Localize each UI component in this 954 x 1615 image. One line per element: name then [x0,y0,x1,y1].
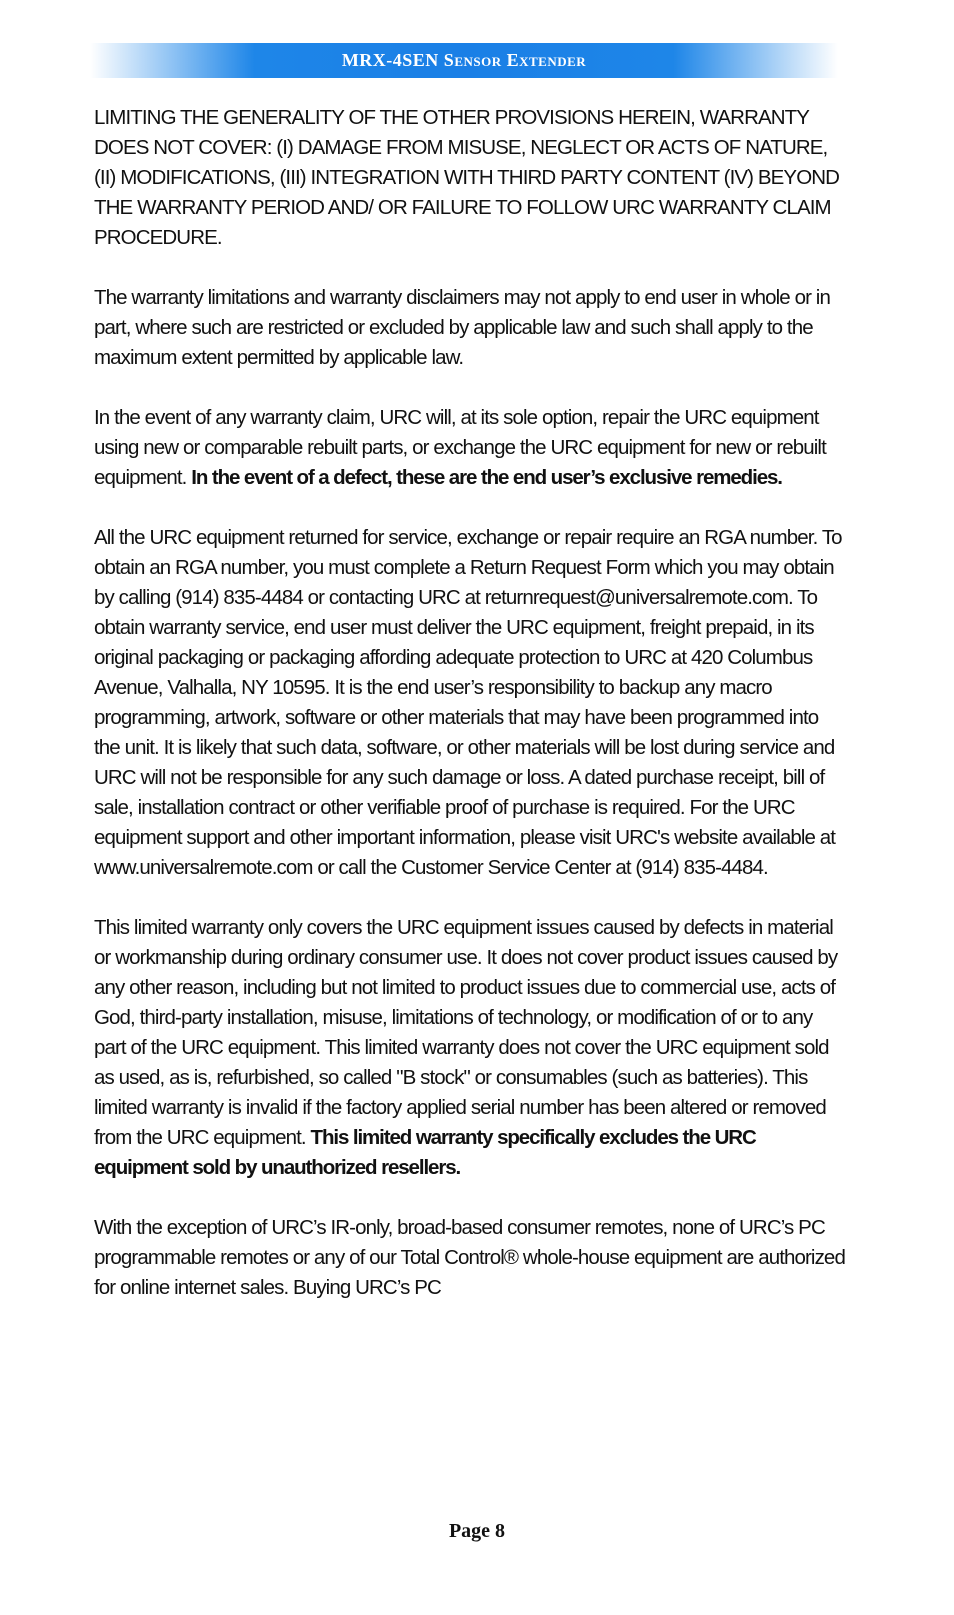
paragraph-warranty-claim [94,403,846,493]
paragraph-rga-return [94,523,846,883]
document-body [94,103,846,1333]
page-number: Page 8 [448,1520,506,1542]
header-title: MRX-4SEN Sensor Extender [341,50,587,70]
paragraph-bold-text: In the event of a defect, these are the end user’s exclusive remedies. [191,466,782,489]
page-header-banner [90,43,838,78]
paragraph-limitations [94,283,846,373]
paragraph-coverage [94,913,846,1183]
paragraph-warranty-exclusions [94,103,846,253]
paragraph-text: The warranty limitations and warranty disclaimers may not apply to end user in whole or in part, where such are restricted or excluded by applicable law and such shall apply to the maximum extent permitted by applicable law. [94,286,830,369]
page-footer [0,1520,954,1543]
paragraph-text: All the URC equipment returned for service, exchange or repair require an RGA number. To obtain an RGA number, you must complete a Return Request Form which you may obtain by calling (914) 835-4484 or contacting URC at returnrequest@universalremote.com. To obtain warranty service, end user must deliver the URC equipment, freight prepaid, in its original packaging or packaging affording adequate protection to URC at 420 Columbus Avenue, Valhalla, NY 10595. It is the end user’s responsibility to backup any macro programming, artwork, software or other materials that may have been programmed into the unit. It is likely that such data, software, or other materials will be lost during service and URC will not be responsible for any such damage or loss. A dated purchase receipt, bill of sale, installation contract or other verifiable proof of purchase is required. For the URC equipment support and other important information, please visit URC's website available at www.universalremote.com or call the Customer Service Center at (914) 835-4484. [94,526,842,879]
paragraph-text: In the event of any warranty claim, URC will, at its sole option, repair the URC equipment using new or comparable rebuilt parts, or exchange the URC equipment for new or rebuilt equipment. [94,406,826,489]
paragraph-text: LIMITING THE GENERALITY OF THE OTHER PROVISIONS HEREIN, WARRANTY DOES NOT COVER: (I) DAMAGE FROM MISUSE, NEGLECT OR ACTS OF NATURE, (II) MODIFICATIONS, (III) INTEGRATION WITH THIRD PARTY CONTENT (IV) BEYOND THE WARRANTY PERIOD AND/ OR FAILURE TO FOLLOW URC WARRANTY CLAIM PROCEDURE. [94,106,840,249]
paragraph-text: With the exception of URC’s IR-only, broad-based consumer remotes, none of URC’s PC programmable remotes or any of our Total Control® whole-house equipment are authorized for online internet sales. Buying URC’s PC [94,1216,845,1299]
paragraph-online-sales [94,1213,846,1303]
paragraph-bold-text: This limited warranty specifically excludes the URC equipment sold by unauthorized resellers. [94,1126,756,1179]
paragraph-text: This limited warranty only covers the URC equipment issues caused by defects in material or workmanship during ordinary consumer use. It does not cover product issues caused by any other reason, including but not limited to product issues due to commercial use, acts of God, third-party installation, misuse, limitations of technology, or modification of or to any part of the URC equipment. This limited warranty does not cover the URC equipment sold as used, as is, refurbished, so called "B stock" or consumables (such as batteries). This limited warranty is invalid if the factory applied serial number has been altered or removed from the URC equipment. [94,916,838,1149]
